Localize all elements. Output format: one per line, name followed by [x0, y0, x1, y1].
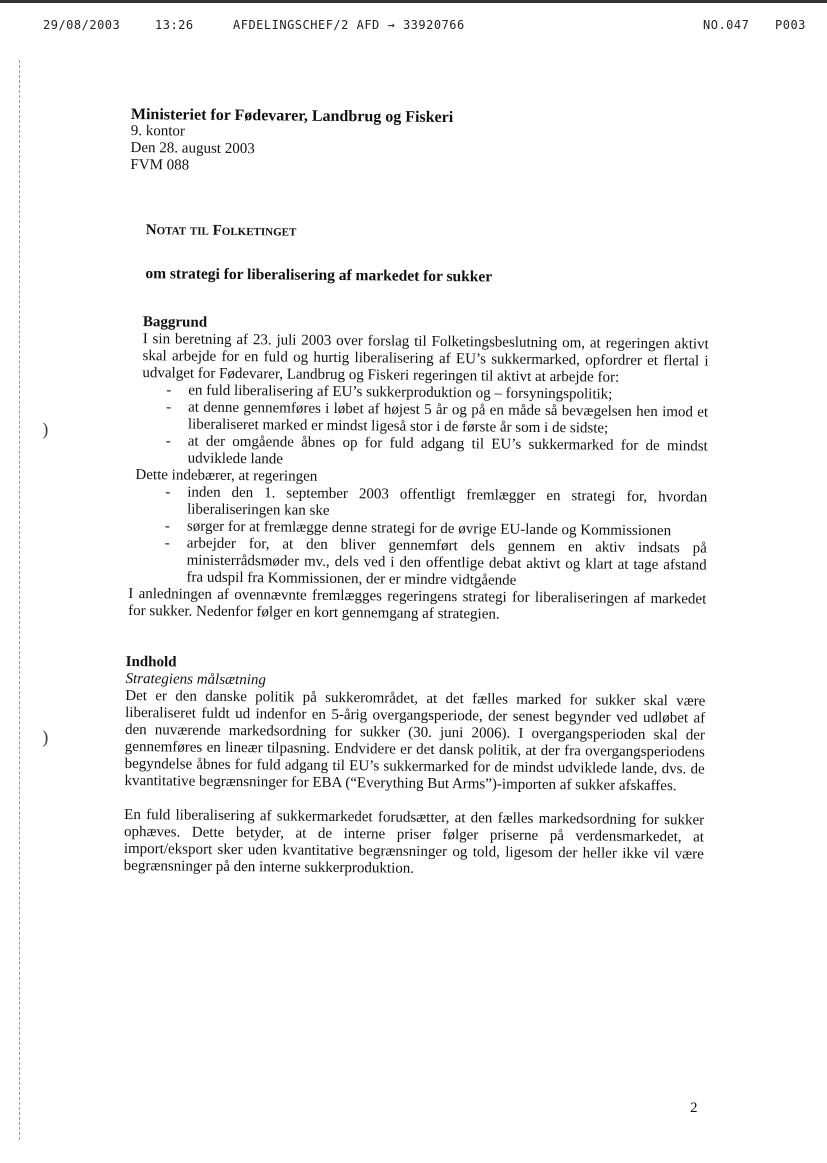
margin-bracket-mark: ) [42, 728, 50, 749]
list-item: - arbejder for, at den bliver gennemført dels gennem en aktiv indsats på ministerrådsmøder mv., dels ved i den offentlige debat aktivt og klart at tage afstand fra udspil fra Kommissionen, der er mindre vidtgående [140, 535, 706, 591]
fax-date: 29/08/2003 [43, 18, 121, 32]
paragraph: I anledningen af ovennævnte fremlægges regeringens strategi for liberaliseringen af markedet for sukker. Nedenfor følger en kort gennemgang af strategien. [128, 585, 707, 623]
paragraph: I sin beretning af 23. juli 2003 over forslag til Folketingsbeslutning om, at regeringen aktivt skal arbejde for en fuld og hurtig liberalisering af EU’s sukkermarked, opfordrer et flertal i udvalget for Fødevarer, Landbrug og Fiskeri regeringen til aktivt at arbejde for: [142, 331, 709, 386]
office-line: 9. kontor [130, 122, 186, 140]
fax-header [0, 18, 827, 38]
fax-number: NO.047 [703, 18, 750, 32]
fax-sender: AFDELINGSCHEF/2 AFD → 33920766 [233, 18, 465, 32]
list-item: - sørger for at fremlægge denne strategi for de øvrige EU-lande og Kommissionen [141, 518, 707, 540]
section-baggrund [128, 314, 709, 625]
list-item: - en fuld liberalisering af EU’s sukkerproduktion og – forsyningspolitik; [142, 382, 708, 404]
section-subheading: Strategiens målsætning [125, 670, 266, 689]
paragraph: En fuld liberalisering af sukkermarkedet forudsætter, at den fælles markedsordning for sukker ophæves. Dette betyder, at de interne priser følger priserne på verdensmarkedet, at import/eksport sker uden kvantitative begrænsninger og told, ligesom der heller ikke vil være begrænsninger på den interne sukkerproduktion. [123, 806, 705, 877]
dash-list [142, 382, 709, 472]
fax-page: P003 [775, 18, 806, 32]
document-type-b: Folketinget [212, 222, 297, 240]
fax-time: 13:26 [155, 18, 194, 32]
section-heading: Indhold [125, 653, 177, 671]
paragraph: Det er den danske politik på sukkerområdet, at det fælles marked for sukker skal være liberaliseret fuldt ud indenfor en 5-årig overgangsperiode, der senest begynder ved udløbet af den nuværende markedsordning for sukker (30. juni 2006). I overgangsperioden skal der gennemføres en lineær tilpasning. Endvidere er det dansk politik, at der fra overgangsperiodens begyndelse åbnes for fuld adgang til EU’s sukkermarked for de mindst udviklede lande, dvs. de kvantitative begrænsninger for EBA (“Everything But Arms”)-importen af sukker afskaffes. [124, 687, 706, 795]
letterhead [130, 106, 711, 180]
document-page [124, 106, 711, 881]
section-heading: Baggrund [142, 314, 208, 331]
dash-list [140, 484, 707, 591]
fax-top-line [0, 0, 827, 3]
paragraph: Dette indebærer, at regeringen [135, 467, 318, 485]
scan-left-edge [19, 60, 21, 1140]
page-number: 2 [690, 1100, 698, 1116]
list-item: - inden den 1. september 2003 offentligt fremlægger en strategi for, hvordan liberaliseringen kan ske [141, 484, 707, 523]
margin-bracket-mark: ) [42, 420, 50, 441]
document-type [146, 222, 710, 244]
reference-line: FVM 088 [130, 156, 190, 174]
document-type-a: Notat til [145, 222, 209, 239]
list-item: - at denne gennemføres i løbet af højest 5 år og på en måde så bevægelsen hen imod et liberaliseret marked er mindst ligeså stor i de første år som i de sidste; [142, 399, 708, 438]
date-line: Den 28. august 2003 [130, 139, 255, 158]
section-indhold [124, 654, 706, 881]
list-item: - at der omgående åbnes op for fuld adgang til EU’s sukkermarked for de mindst udviklede lande [142, 433, 708, 472]
ministry-name: Ministeriet for Fødevarer, Landbrug og Fiskeri [130, 106, 454, 127]
document-subject: om strategi for liberalisering af markedet for sukker [145, 265, 493, 286]
